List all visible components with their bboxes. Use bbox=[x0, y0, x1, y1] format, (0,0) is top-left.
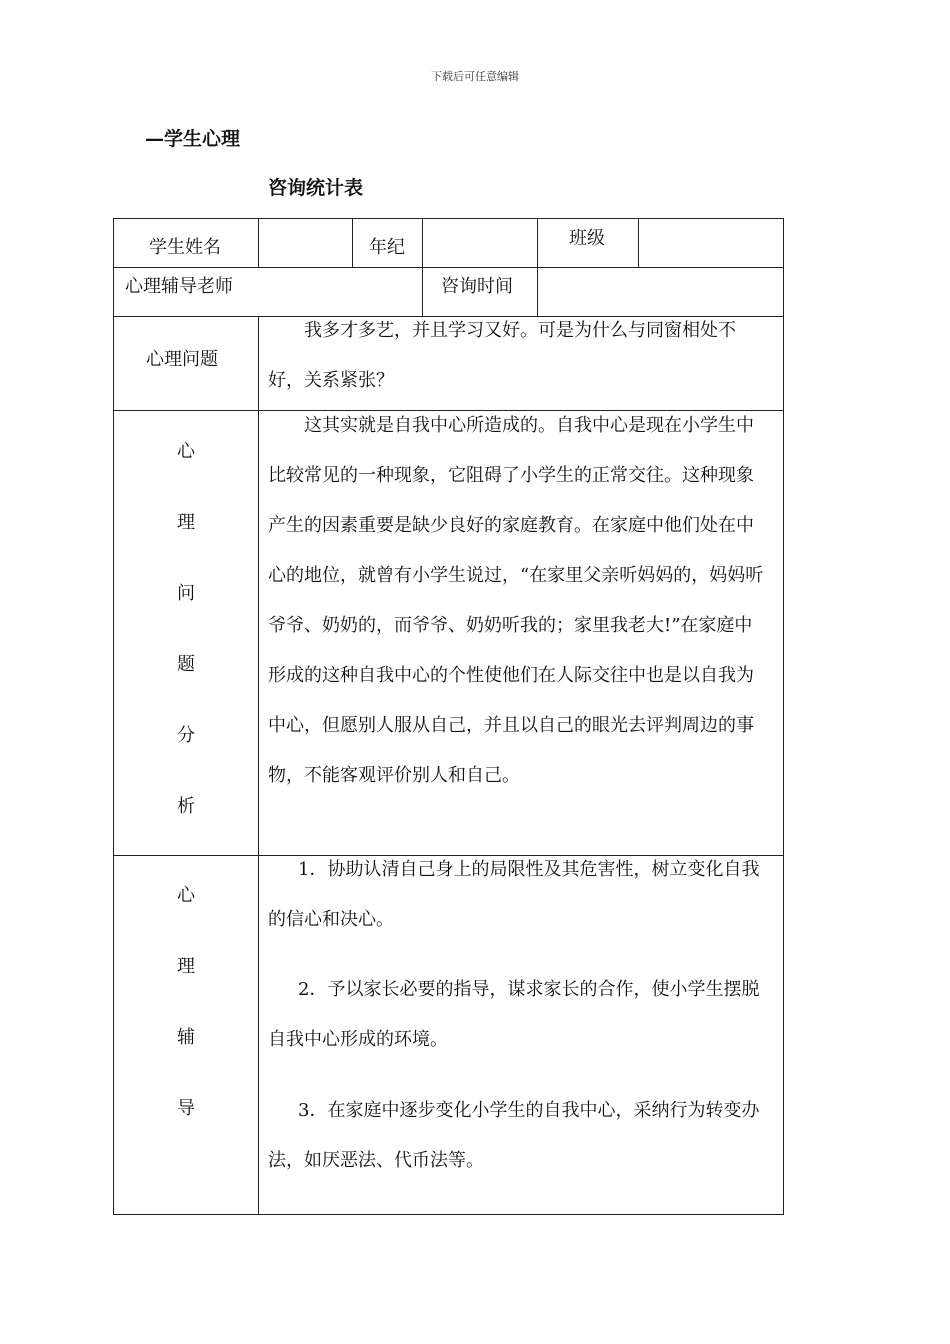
guidance-label-char: 辅 bbox=[177, 1027, 195, 1048]
analysis-label-char: 理 bbox=[177, 512, 195, 533]
guidance-item: 1．协助认清自己身上的局限性及其危害性，树立变化自我的信心和决心。 bbox=[268, 859, 760, 930]
analysis-label-char: 分 bbox=[177, 725, 195, 746]
page-header-note: 下载后可任意编辑 bbox=[431, 70, 519, 83]
guidance-label-char: 理 bbox=[177, 956, 195, 977]
analysis-label-char: 问 bbox=[177, 583, 195, 604]
column-divider bbox=[352, 218, 353, 268]
column-divider bbox=[422, 218, 423, 317]
column-divider bbox=[537, 218, 538, 317]
form-title-line2: 咨询统计表 bbox=[268, 177, 364, 199]
class-label: 班级 bbox=[569, 228, 605, 249]
guidance-label-char: 心 bbox=[177, 885, 195, 906]
row-divider bbox=[113, 267, 784, 268]
guidance-item: 2．予以家长必要的指导，谋求家长的合作，使小学生摆脱自我中心形成的环境。 bbox=[268, 979, 760, 1050]
problem-text: 我多才多艺，并且学习又好。可是为什么与同窗相处不好，关系紧张？ bbox=[268, 320, 736, 391]
column-divider bbox=[258, 316, 259, 1215]
column-divider bbox=[638, 218, 639, 268]
grade-label: 年纪 bbox=[369, 237, 405, 258]
guidance-label-char: 导 bbox=[177, 1098, 195, 1119]
form-title-line1: —学生心理 bbox=[145, 128, 241, 150]
column-divider bbox=[258, 218, 259, 268]
analysis-label-char: 心 bbox=[177, 441, 195, 462]
student-name-label: 学生姓名 bbox=[149, 237, 221, 258]
analysis-text: 这其实就是自我中心所造成的。自我中心是现在小学生中比较常见的一种现象，它阻碍了小学生的正常交往。这种现象产生的因素重要是缺少良好的家庭教育。在家庭中他们处在中心的地位，就曾有小学生说过，“在家里父亲听妈妈的，妈妈听爷爷、奶奶的，而爷爷、奶奶听我的；家里我老大!”在家庭中形成的这种自我中心的个性使他们在人际交往中也是以自我为中心，但愿别人服从自己，并且以自己的眼光去评判周边的事物，不能客观评价别人和自己。 bbox=[268, 415, 764, 786]
analysis-label-char: 析 bbox=[177, 796, 195, 817]
guidance-item: 3．在家庭中逐步变化小学生的自我中心，采纳行为转变办法，如厌恶法、代币法等。 bbox=[268, 1100, 760, 1171]
consult-time-label: 咨询时间 bbox=[441, 276, 513, 297]
analysis-label-char: 题 bbox=[177, 654, 195, 675]
problem-label: 心理问题 bbox=[146, 349, 218, 370]
teacher-label: 心理辅导老师 bbox=[125, 276, 233, 297]
